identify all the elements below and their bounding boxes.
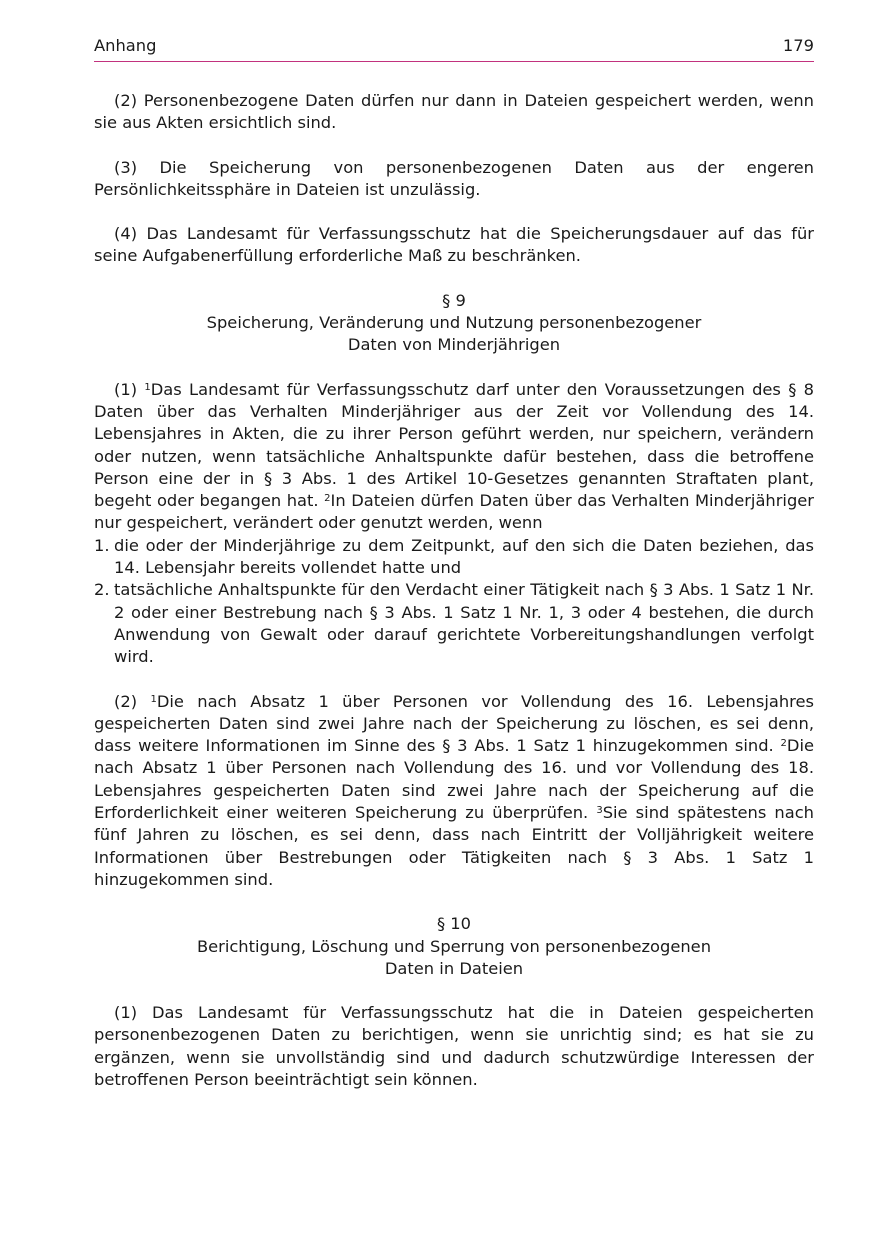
paragraph-8-2: (2) Personenbezogene Daten dürfen nur dann in Dateien gespeichert werden, wenn sie aus Akten ersichtlich sind.: [94, 91, 814, 133]
section-9-number: § 9: [442, 290, 466, 310]
page-body: [94, 90, 814, 1113]
sentence-number: 2: [324, 493, 331, 505]
numbered-list: [94, 535, 814, 669]
paragraph-text: Sie sind spätestens nach fünf Jahren zu löschen, es sei denn, dass nach Eintritt der Volljährigkeit weitere Informationen über Bestrebungen oder Tätigkeiten nach § 3 Abs. 1 Satz 1 hinzugekommen sind.: [94, 803, 814, 889]
paragraph-8-4: (4) Das Landesamt für Verfassungsschutz hat die Speicherungsdauer auf das für seine Aufgabenerfüllung erforderliche Maß zu beschränken.: [94, 224, 814, 266]
sentence-number: 1: [144, 381, 151, 393]
sentence-number: 3: [596, 805, 603, 817]
paragraph-text: Das Landesamt für Verfassungsschutz darf unter den Voraussetzungen des § 8 Daten über das Verhalten Minderjähriger aus der Zeit vor Vollendung des 14. Lebensjahres in Akten, die zu ihrer Person geführt werden, nur speichern, verändern oder nutzen, wenn tatsächliche Anhaltspunkte dafür bestehen, dass die betroffene Person eine der in § 3 Abs. 1 des Artikel 10-Gesetzes genannten Straftaten plant, begeht oder begangen hat.: [94, 379, 814, 511]
paragraph-text: Die nach Absatz 1 über Personen vor Vollendung des 16. Lebensjahres gespeicherten Daten sind zwei Jahre nach der Speicherung zu löschen, es sei denn, dass weitere Informationen im Sinne des § 3 Abs. 1 Satz 1 hinzugekommen sind.: [94, 691, 814, 756]
section-10-title-line2: Daten in Dateien: [384, 958, 524, 978]
section-10-number: § 10: [436, 914, 472, 934]
paragraph-9-1: [94, 379, 814, 535]
section-9-heading: [94, 290, 814, 357]
paragraph-label: (2): [114, 691, 151, 711]
paragraph-text: In Dateien dürfen Daten über das Verhalten Minderjähriger nur gespeichert, verändert oder genutzt werden, wenn: [94, 491, 814, 533]
list-item-number: 1.: [94, 535, 110, 555]
paragraph-9-2: [94, 691, 814, 892]
section-9-title-line1: Speicherung, Veränderung und Nutzung personenbezogener: [206, 313, 702, 333]
section-10-heading: [94, 913, 814, 980]
page-header: [94, 35, 814, 62]
list-item-number: 2.: [94, 580, 110, 600]
section-9-title-line2: Daten von Minderjährigen: [347, 335, 561, 355]
paragraph-10-1: (1) Das Landesamt für Verfassungsschutz hat die in Dateien gespeicherten personenbezogenen Daten zu berichtigen, wenn sie unrichtig sind; es hat sie zu ergänzen, wenn sie unvollständig sind und dadurch schutzwürdige Interessen der betroffenen Person beeinträchtigt sein können.: [94, 1003, 814, 1089]
section-10-title-line1: Berichtigung, Löschung und Sperrung von personenbezogenen: [196, 936, 712, 956]
list-item: [94, 579, 814, 668]
page-number: 179: [782, 36, 814, 55]
running-head-section: Anhang: [94, 36, 157, 55]
paragraph-label: (1): [114, 379, 145, 399]
sentence-number: 2: [780, 738, 787, 750]
sentence-number: 1: [150, 693, 157, 705]
list-item-text: tatsächliche Anhaltspunkte für den Verdacht einer Tätigkeit nach § 3 Abs. 1 Satz 1 Nr. 2 oder einer Bestrebung nach § 3 Abs. 1 Satz 1 Nr. 1, 3 oder 4 bestehen, die durch Anwendung von Gewalt oder darauf gerichtete Vorbereitungshandlungen verfolgt wird.: [114, 580, 814, 667]
paragraph-text: Die nach Absatz 1 über Personen nach Vollendung des 16. und vor Vollendung des 18. Lebensjahres gespeicherten Daten sind zwei Jahre nach der Speicherung auf die Erforderlichkeit einer weiteren Speicherung zu überprüfen.: [94, 736, 814, 823]
list-item: [94, 535, 814, 580]
paragraph-8-3: (3) Die Speicherung von personenbezogenen Daten aus der engeren Persönlichkeitssphäre in Dateien ist unzulässig.: [94, 157, 814, 199]
list-item-text: die oder der Minderjährige zu dem Zeitpunkt, auf den sich die Daten beziehen, das 14. Lebensjahr bereits vollendet hatte und: [114, 535, 814, 578]
